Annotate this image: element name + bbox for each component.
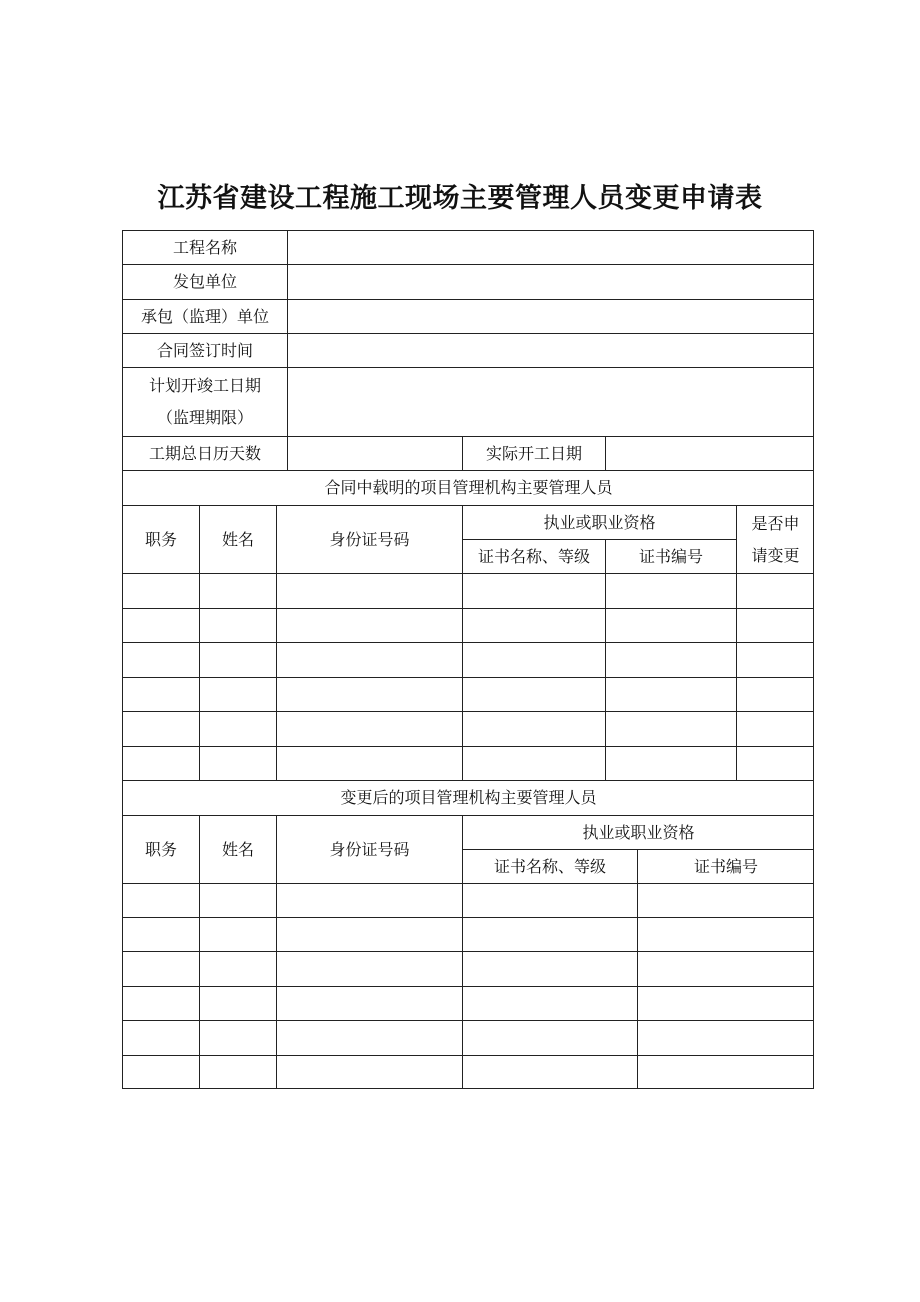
s2-header-qualification: 执业或职业资格 [462,815,814,849]
s1-row-1-cell-1[interactable] [122,573,199,608]
s1-row-4-cell-1[interactable] [122,677,199,711]
s2-row-5-cell-1[interactable] [122,1020,199,1055]
s2-row-1-cell-3[interactable] [276,883,462,917]
s1-row-5-cell-6[interactable] [736,711,814,746]
s2-row-3-cell-2[interactable] [199,951,276,986]
s2-header-cert-name-level: 证书名称、等级 [462,849,637,883]
contractor-label: 承包（监理）单位 [122,299,287,333]
s2-row-6-cell-4[interactable] [462,1055,637,1088]
s2-header-id-number: 身份证号码 [276,815,462,883]
s1-row-3-cell-6[interactable] [736,642,814,677]
contract-date-label: 合同签订时间 [122,333,287,367]
s1-row-1-cell-4[interactable] [462,573,605,608]
s2-row-6-cell-1[interactable] [122,1055,199,1088]
s1-row-5-cell-4[interactable] [462,711,605,746]
s2-row-2-cell-2[interactable] [199,917,276,951]
s1-row-3-cell-4[interactable] [462,642,605,677]
s1-header-change-request-line2: 请变更 [751,545,800,565]
s1-row-5-cell-5[interactable] [605,711,736,746]
s1-row-6-cell-1[interactable] [122,746,199,780]
s1-row-6-cell-2[interactable] [199,746,276,780]
s1-header-qualification: 执业或职业资格 [462,505,736,539]
s2-header-cert-number: 证书编号 [637,849,814,883]
s1-row-5-cell-2[interactable] [199,711,276,746]
s1-row-1-cell-5[interactable] [605,573,736,608]
s1-header-name: 姓名 [199,505,276,573]
s1-row-6-cell-6[interactable] [736,746,814,780]
s2-row-6-cell-3[interactable] [276,1055,462,1088]
s2-row-4-cell-5[interactable] [637,986,814,1020]
s2-row-2-cell-5[interactable] [637,917,814,951]
s2-row-3-cell-4[interactable] [462,951,637,986]
s2-row-5-cell-5[interactable] [637,1020,814,1055]
s1-row-3-cell-5[interactable] [605,642,736,677]
s1-row-3-cell-3[interactable] [276,642,462,677]
planned-dates-field[interactable] [287,367,814,436]
s1-row-2-cell-2[interactable] [199,608,276,642]
s2-row-5-cell-4[interactable] [462,1020,637,1055]
s1-row-1-cell-3[interactable] [276,573,462,608]
s1-header-change-request-line1: 是否申 [751,513,800,533]
s2-row-3-cell-5[interactable] [637,951,814,986]
s2-row-1-cell-4[interactable] [462,883,637,917]
s2-row-4-cell-3[interactable] [276,986,462,1020]
s2-row-4-cell-1[interactable] [122,986,199,1020]
contracting-unit-field[interactable] [287,264,814,299]
contracting-unit-label: 发包单位 [122,264,287,299]
s2-header-position: 职务 [122,815,199,883]
s1-header-cert-name-level: 证书名称、等级 [462,539,605,573]
s1-row-2-cell-1[interactable] [122,608,199,642]
section1-title: 合同中载明的项目管理机构主要管理人员 [122,470,814,505]
project-name-field[interactable] [287,230,814,264]
s1-row-4-cell-5[interactable] [605,677,736,711]
s2-row-2-cell-4[interactable] [462,917,637,951]
s2-row-6-cell-2[interactable] [199,1055,276,1088]
section2-title: 变更后的项目管理机构主要管理人员 [122,780,814,815]
s1-row-2-cell-5[interactable] [605,608,736,642]
s2-header-name: 姓名 [199,815,276,883]
s1-row-4-cell-6[interactable] [736,677,814,711]
form-title: 江苏省建设工程施工现场主要管理人员变更申请表 [157,183,763,214]
s1-row-4-cell-4[interactable] [462,677,605,711]
s1-row-1-cell-6[interactable] [736,573,814,608]
change-request-form-table [122,230,814,1088]
s1-row-4-cell-3[interactable] [276,677,462,711]
s1-header-id-number: 身份证号码 [276,505,462,573]
s2-row-1-cell-5[interactable] [637,883,814,917]
project-name-label: 工程名称 [122,230,287,264]
actual-start-field[interactable] [605,436,814,470]
s2-row-3-cell-1[interactable] [122,951,199,986]
s1-row-5-cell-3[interactable] [276,711,462,746]
table-right-border [813,230,814,1088]
s1-row-2-cell-3[interactable] [276,608,462,642]
actual-start-label: 实际开工日期 [462,436,605,470]
s1-row-6-cell-4[interactable] [462,746,605,780]
s2-row-4-cell-2[interactable] [199,986,276,1020]
planned-dates-label [122,367,287,436]
planned-dates-label-line2: （监理期限） [156,408,253,427]
s1-row-2-cell-4[interactable] [462,608,605,642]
s1-row-3-cell-2[interactable] [199,642,276,677]
s1-header-change-request [736,505,814,573]
s1-header-cert-number: 证书编号 [605,539,736,573]
s2-row-5-cell-3[interactable] [276,1020,462,1055]
contractor-field[interactable] [287,299,814,333]
s1-row-2-cell-6[interactable] [736,608,814,642]
s2-row-1-cell-1[interactable] [122,883,199,917]
s2-row-1-cell-2[interactable] [199,883,276,917]
total-days-label: 工期总日历天数 [122,436,287,470]
s1-header-position: 职务 [122,505,199,573]
total-days-field[interactable] [287,436,462,470]
s1-row-4-cell-2[interactable] [199,677,276,711]
table-bottom-border [122,1088,814,1089]
s2-row-2-cell-1[interactable] [122,917,199,951]
s1-row-1-cell-2[interactable] [199,573,276,608]
s1-row-5-cell-1[interactable] [122,711,199,746]
s2-row-2-cell-3[interactable] [276,917,462,951]
contract-date-field[interactable] [287,333,814,367]
s2-row-3-cell-3[interactable] [276,951,462,986]
s1-row-6-cell-5[interactable] [605,746,736,780]
s1-row-6-cell-3[interactable] [276,746,462,780]
planned-dates-label-line1: 计划开竣工日期 [148,376,261,395]
s2-row-6-cell-5[interactable] [637,1055,814,1088]
s2-row-4-cell-4[interactable] [462,986,637,1020]
s2-row-5-cell-2[interactable] [199,1020,276,1055]
s1-row-3-cell-1[interactable] [122,642,199,677]
